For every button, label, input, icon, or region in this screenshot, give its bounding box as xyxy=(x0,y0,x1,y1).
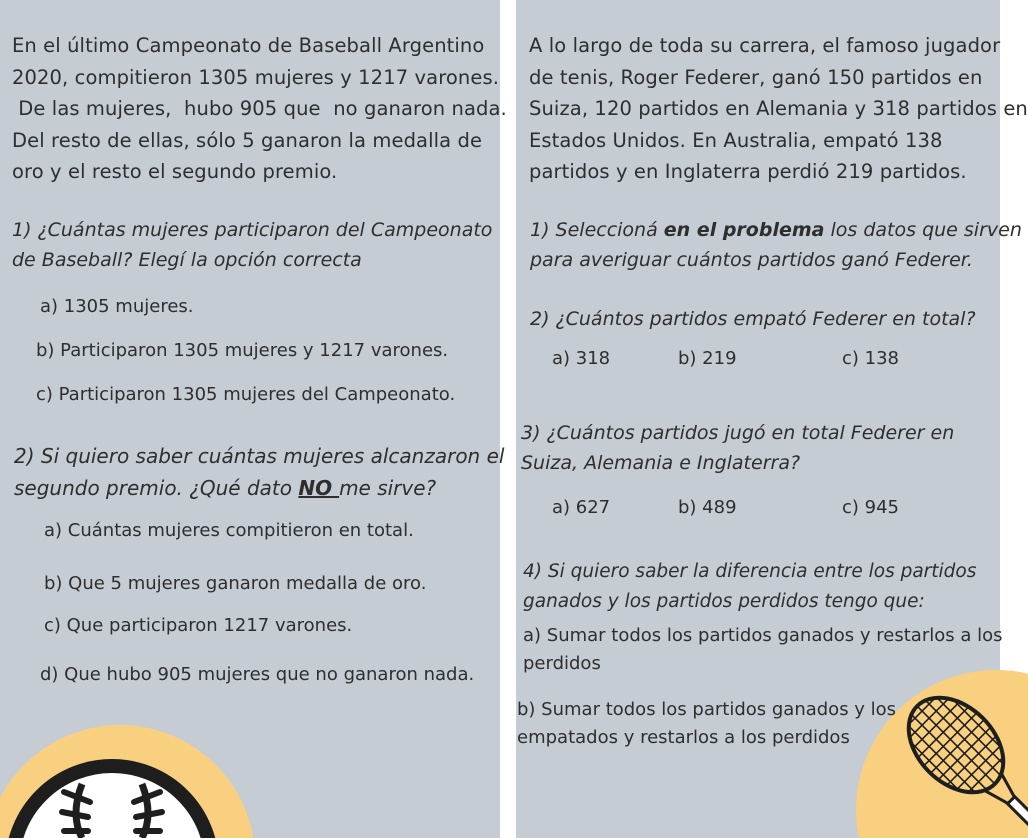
option-line: perdidos xyxy=(523,653,601,674)
question-text: segundo premio. ¿Qué dato xyxy=(14,476,299,500)
answer-option-a[interactable]: a) 627 xyxy=(552,497,611,518)
intro-line: Del resto de ellas, sólo 5 ganaron la medalla de xyxy=(12,128,483,152)
question-2: 2) ¿Cuántos partidos empató Federer en total? xyxy=(530,308,976,330)
answer-option-c[interactable]: c) Que participaron 1217 varones. xyxy=(44,615,353,636)
question-line: 3) ¿Cuántos partidos jugó en total Federer en xyxy=(521,422,955,444)
baseball-problem-text xyxy=(12,30,507,188)
question-line xyxy=(530,215,1022,245)
answer-option-a[interactable]: a) 318 xyxy=(552,348,611,369)
intro-line: 2020, compitieron 1305 mujeres y 1217 varones. xyxy=(12,65,500,89)
answer-option-d[interactable]: d) Que hubo 905 mujeres que no ganaron nada. xyxy=(40,664,475,685)
question-text: me sirve? xyxy=(339,476,437,500)
right-worksheet-panel xyxy=(516,0,1028,838)
question-line: 1) ¿Cuántas mujeres participaron del Campeonato xyxy=(12,219,493,241)
question-2 xyxy=(14,440,504,504)
answer-option-b[interactable] xyxy=(517,696,896,752)
emphasis-en-el-problema: en el problema xyxy=(663,219,825,241)
question-1 xyxy=(530,215,1022,275)
intro-line: Estados Unidos. En Australia, empató 138 xyxy=(529,128,943,152)
answer-option-b[interactable]: b) 489 xyxy=(678,497,737,518)
question-text: 1) Seleccioná xyxy=(530,219,664,241)
intro-line: En el último Campeonato de Baseball Argentino xyxy=(12,34,485,57)
left-worksheet-panel xyxy=(0,0,507,838)
answer-option-c[interactable]: c) Participaron 1305 mujeres del Campeonato. xyxy=(36,384,456,405)
question-line xyxy=(14,472,504,504)
question-text: los datos que sirven xyxy=(824,219,1022,241)
question-4 xyxy=(523,557,976,617)
question-line: Suiza, Alemania e Inglaterra? xyxy=(521,452,801,474)
answer-option-b[interactable]: b) Participaron 1305 mujeres y 1217 varones. xyxy=(36,340,449,361)
answer-option-c[interactable]: c) 945 xyxy=(842,497,899,518)
answer-option-a[interactable] xyxy=(523,622,1002,678)
answer-option-a[interactable]: a) 1305 mujeres. xyxy=(40,296,194,317)
question-3 xyxy=(521,418,954,478)
answer-option-b[interactable]: b) Que 5 mujeres ganaron medalla de oro. xyxy=(44,573,427,594)
intro-line: partidos y en Inglaterra perdió 219 partidos. xyxy=(529,160,967,183)
answer-option-a[interactable]: a) Cuántas mujeres compitieron en total. xyxy=(44,520,414,541)
option-line: empatados y restarlos a los perdidos xyxy=(517,727,850,748)
intro-line: de tenis, Roger Federer, ganó 150 partidos en xyxy=(529,65,983,89)
answer-option-b[interactable]: b) 219 xyxy=(678,348,737,369)
question-1 xyxy=(12,215,492,275)
question-line: de Baseball? Elegí la opción correcta xyxy=(12,249,362,271)
intro-line: De las mujeres, hubo 905 que no ganaron nada. xyxy=(12,97,507,120)
emphasis-no: NO xyxy=(298,476,340,500)
intro-line: oro y el resto el segundo premio. xyxy=(12,160,338,183)
option-line: a) Sumar todos los partidos ganados y restarlos a los xyxy=(523,625,1003,646)
question-line: 2) Si quiero saber cuántas mujeres alcanzaron el xyxy=(14,444,505,468)
baseball-icon xyxy=(0,700,270,838)
question-line: para averiguar cuántos partidos ganó Federer. xyxy=(530,249,973,271)
question-line: ganados y los partidos perdidos tengo que: xyxy=(523,591,925,612)
tennis-problem-text xyxy=(529,30,1028,188)
intro-line: A lo largo de toda su carrera, el famoso jugador xyxy=(529,34,1001,57)
intro-line: Suiza, 120 partidos en Alemania y 318 partidos en xyxy=(529,97,1028,120)
option-line: b) Sumar todos los partidos ganados y los xyxy=(517,699,897,720)
question-line: 4) Si quiero saber la diferencia entre los partidos xyxy=(523,561,977,582)
answer-option-c[interactable]: c) 138 xyxy=(842,348,899,369)
